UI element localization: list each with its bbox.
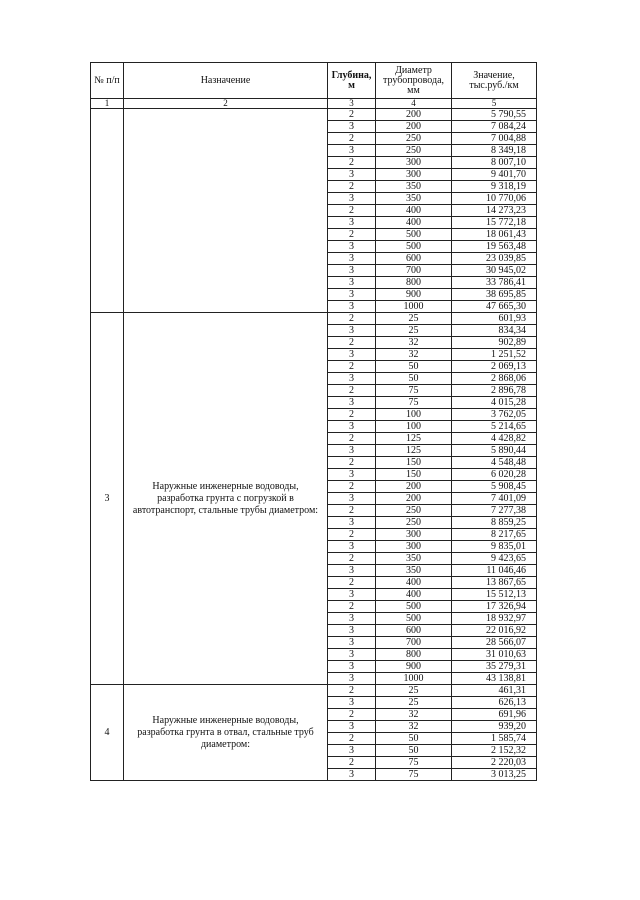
diameter-cell: 350 [376,565,452,577]
depth-cell: 2 [328,433,376,445]
diameter-cell: 150 [376,469,452,481]
value-cell: 601,93 [452,313,537,325]
depth-cell: 2 [328,481,376,493]
value-cell: 33 786,41 [452,277,537,289]
value-cell: 5 890,44 [452,445,537,457]
depth-cell: 3 [328,721,376,733]
diameter-cell: 600 [376,253,452,265]
column-number: 3 [328,99,376,109]
depth-cell: 3 [328,493,376,505]
column-numbers-row [91,99,537,109]
diameter-cell: 300 [376,529,452,541]
depth-cell: 2 [328,181,376,193]
value-cell: 22 016,92 [452,625,537,637]
diameter-cell: 350 [376,553,452,565]
table-row [91,313,537,325]
value-cell: 6 020,28 [452,469,537,481]
depth-cell: 2 [328,229,376,241]
diameter-cell: 200 [376,481,452,493]
value-cell: 47 665,30 [452,301,537,313]
diameter-cell: 400 [376,577,452,589]
diameter-cell: 350 [376,193,452,205]
column-number: 4 [376,99,452,109]
depth-cell: 2 [328,505,376,517]
diameter-cell: 250 [376,505,452,517]
depth-cell: 3 [328,445,376,457]
depth-cell: 2 [328,157,376,169]
value-cell: 30 945,02 [452,265,537,277]
depth-cell: 3 [328,541,376,553]
depth-cell: 3 [328,649,376,661]
value-cell: 3 762,05 [452,409,537,421]
value-cell: 2 152,32 [452,745,537,757]
diameter-cell: 900 [376,661,452,673]
value-cell: 939,20 [452,721,537,733]
diameter-cell: 125 [376,445,452,457]
diameter-cell: 75 [376,757,452,769]
diameter-cell: 800 [376,649,452,661]
diameter-cell: 1000 [376,673,452,685]
depth-cell: 2 [328,529,376,541]
diameter-cell: 32 [376,349,452,361]
value-cell: 691,96 [452,709,537,721]
depth-cell: 2 [328,685,376,697]
value-cell: 9 401,70 [452,169,537,181]
diameter-cell: 50 [376,745,452,757]
value-cell: 834,34 [452,325,537,337]
column-number: 5 [452,99,537,109]
diameter-cell: 32 [376,709,452,721]
depth-cell: 3 [328,145,376,157]
diameter-cell: 400 [376,589,452,601]
depth-cell: 2 [328,385,376,397]
diameter-cell: 300 [376,157,452,169]
diameter-cell: 400 [376,217,452,229]
row-number: 4 [91,685,124,781]
value-cell: 9 423,65 [452,553,537,565]
value-cell: 7 004,88 [452,133,537,145]
depth-cell: 3 [328,673,376,685]
value-cell: 15 512,13 [452,589,537,601]
depth-cell: 3 [328,325,376,337]
value-cell: 18 932,97 [452,613,537,625]
value-cell: 4 548,48 [452,457,537,469]
depth-cell: 3 [328,469,376,481]
depth-cell: 2 [328,205,376,217]
row-description: Наружные инженерные водоводы, разработка грунта в отвал, стальные труб диаметром: [124,685,328,781]
value-cell: 626,13 [452,697,537,709]
row-description: Наружные инженерные водоводы, разработка грунта с погрузкой в автотранспорт, стальные трубы диаметром: [124,313,328,685]
value-cell: 2 220,03 [452,757,537,769]
table-row [91,685,537,697]
value-cell: 13 867,65 [452,577,537,589]
value-cell: 43 138,81 [452,673,537,685]
value-cell: 28 566,07 [452,637,537,649]
value-cell: 15 772,18 [452,217,537,229]
value-cell: 9 318,19 [452,181,537,193]
value-cell: 1 585,74 [452,733,537,745]
depth-cell: 2 [328,577,376,589]
depth-cell: 2 [328,337,376,349]
diameter-cell: 50 [376,361,452,373]
depth-cell: 3 [328,625,376,637]
diameter-cell: 300 [376,169,452,181]
depth-cell: 3 [328,241,376,253]
value-cell: 19 563,48 [452,241,537,253]
value-cell: 3 013,25 [452,769,537,781]
diameter-cell: 75 [376,397,452,409]
depth-cell: 2 [328,457,376,469]
value-cell: 2 069,13 [452,361,537,373]
diameter-cell: 125 [376,433,452,445]
depth-cell: 3 [328,637,376,649]
diameter-cell: 700 [376,265,452,277]
depth-cell: 3 [328,397,376,409]
header-name: Назначение [124,63,328,99]
value-cell: 4 015,28 [452,397,537,409]
depth-cell: 3 [328,265,376,277]
header-no: № п/п [91,63,124,99]
diameter-cell: 50 [376,733,452,745]
value-cell: 23 039,85 [452,253,537,265]
depth-cell: 3 [328,277,376,289]
diameter-cell: 100 [376,421,452,433]
depth-cell: 3 [328,517,376,529]
depth-cell: 3 [328,661,376,673]
diameter-cell: 350 [376,181,452,193]
value-cell: 7 401,09 [452,493,537,505]
value-cell: 8 217,65 [452,529,537,541]
diameter-cell: 400 [376,205,452,217]
depth-cell: 3 [328,565,376,577]
diameter-cell: 500 [376,229,452,241]
header-value: Значение, тыс.руб./км [452,63,537,99]
diameter-cell: 25 [376,697,452,709]
value-cell: 5 790,55 [452,109,537,121]
diameter-cell: 32 [376,721,452,733]
value-cell: 11 046,46 [452,565,537,577]
value-cell: 35 279,31 [452,661,537,673]
column-number: 1 [91,99,124,109]
diameter-cell: 150 [376,457,452,469]
table-header [91,63,537,109]
depth-cell: 3 [328,769,376,781]
depth-cell: 3 [328,217,376,229]
value-cell: 4 428,82 [452,433,537,445]
diameter-cell: 500 [376,601,452,613]
diameter-cell: 300 [376,541,452,553]
diameter-cell: 900 [376,289,452,301]
value-cell: 10 770,06 [452,193,537,205]
value-cell: 2 868,06 [452,373,537,385]
diameter-cell: 75 [376,385,452,397]
value-cell: 38 695,85 [452,289,537,301]
depth-cell: 3 [328,253,376,265]
value-cell: 7 277,38 [452,505,537,517]
depth-cell: 2 [328,601,376,613]
value-cell: 9 835,01 [452,541,537,553]
diameter-cell: 1000 [376,301,452,313]
document-page [90,62,536,781]
diameter-cell: 200 [376,493,452,505]
header-depth: Глубина, м [328,63,376,99]
depth-cell: 3 [328,193,376,205]
depth-cell: 2 [328,409,376,421]
diameter-cell: 25 [376,313,452,325]
value-cell: 31 010,63 [452,649,537,661]
value-cell: 5 214,65 [452,421,537,433]
diameter-cell: 500 [376,241,452,253]
diameter-cell: 100 [376,409,452,421]
diameter-cell: 800 [376,277,452,289]
diameter-cell: 200 [376,121,452,133]
depth-cell: 3 [328,613,376,625]
depth-cell: 3 [328,301,376,313]
depth-cell: 3 [328,373,376,385]
value-cell: 18 061,43 [452,229,537,241]
depth-cell: 2 [328,553,376,565]
value-cell: 1 251,52 [452,349,537,361]
diameter-cell: 50 [376,373,452,385]
diameter-cell: 250 [376,145,452,157]
diameter-cell: 700 [376,637,452,649]
column-number: 2 [124,99,328,109]
value-cell: 8 007,10 [452,157,537,169]
depth-cell: 3 [328,697,376,709]
depth-cell: 2 [328,313,376,325]
value-cell: 902,89 [452,337,537,349]
depth-cell: 2 [328,133,376,145]
diameter-cell: 75 [376,769,452,781]
depth-cell: 2 [328,361,376,373]
value-cell: 17 326,94 [452,601,537,613]
row-description [124,109,328,313]
header-diameter: Диаметр трубопровода, мм [376,63,452,99]
depth-cell: 3 [328,745,376,757]
value-cell: 14 273,23 [452,205,537,217]
diameter-cell: 200 [376,109,452,121]
depth-cell: 3 [328,289,376,301]
depth-cell: 3 [328,421,376,433]
value-cell: 461,31 [452,685,537,697]
diameter-cell: 250 [376,517,452,529]
value-cell: 8 349,18 [452,145,537,157]
diameter-cell: 25 [376,325,452,337]
row-number [91,109,124,313]
depth-cell: 3 [328,121,376,133]
value-cell: 7 084,24 [452,121,537,133]
row-number: 3 [91,313,124,685]
depth-cell: 2 [328,709,376,721]
diameter-cell: 600 [376,625,452,637]
value-cell: 2 896,78 [452,385,537,397]
diameter-cell: 500 [376,613,452,625]
depth-cell: 3 [328,589,376,601]
value-cell: 5 908,45 [452,481,537,493]
depth-cell: 2 [328,757,376,769]
table-row [91,109,537,121]
depth-cell: 3 [328,349,376,361]
value-cell: 8 859,25 [452,517,537,529]
diameter-cell: 32 [376,337,452,349]
depth-cell: 2 [328,733,376,745]
diameter-cell: 25 [376,685,452,697]
depth-cell: 3 [328,169,376,181]
table-body [91,109,537,781]
diameter-cell: 250 [376,133,452,145]
depth-cell: 2 [328,109,376,121]
cost-table [90,62,537,781]
